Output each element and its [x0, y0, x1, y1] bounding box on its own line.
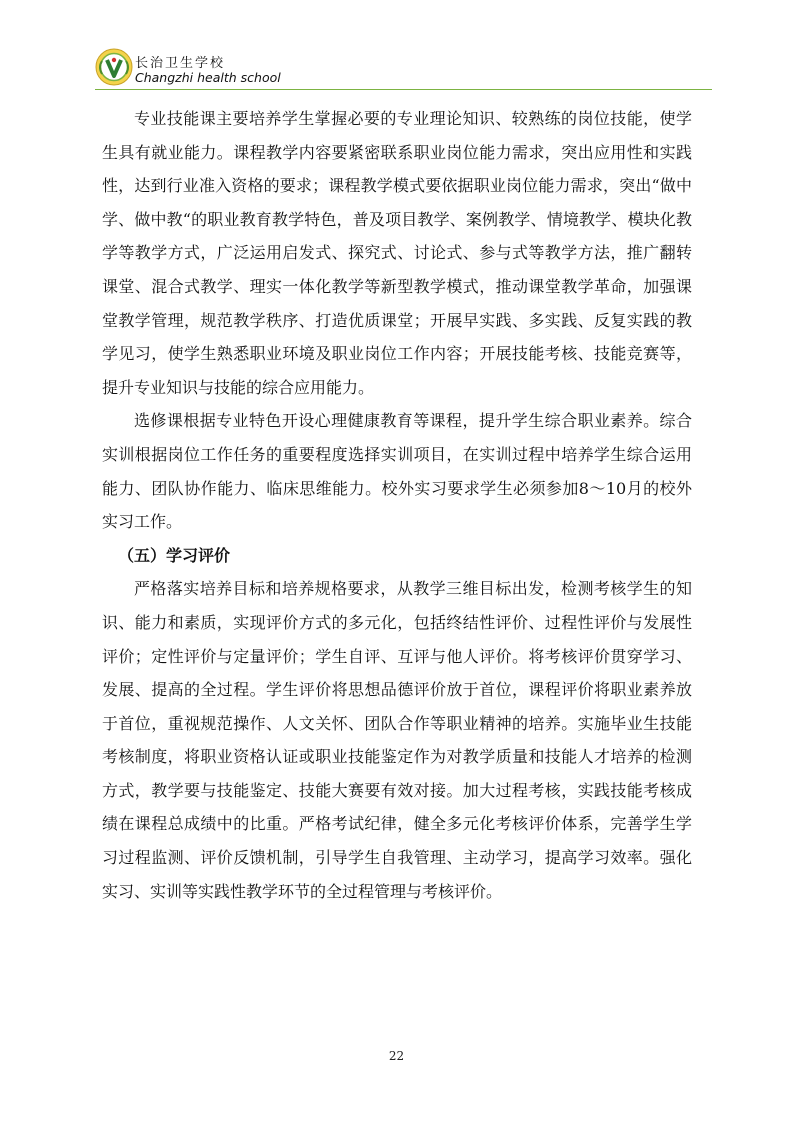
document-body [102, 102, 692, 908]
paragraph-electives: 选修课根据专业特色开设心理健康教育等课程，提升学生综合职业素养。综合实训根据岗位工作任务的重要程度选择实训项目，在实训过程中培养学生综合运用能力、团队协作能力、临床思维能力。校外实习要求学生必须参加8～10月的校外实习工作。 [102, 411, 692, 532]
school-name-cn: 长治卫生学校 [135, 56, 226, 71]
school-emblem-icon [95, 48, 133, 86]
paragraph-professional-skills: 专业技能课主要培养学生掌握必要的专业理论知识、较熟练的岗位技能，使学生具有就业能力。课程教学内容要紧密联系职业岗位能力需求，突出应用性和实践性，达到行业准入资格的要求；课程教学模式要依据职业岗位能力需求，突出“做中学、做中教“的职业教育教学特色，普及项目教学、案例教学、情境教学、模块化教学等教学方式，广泛运用启发式、探究式、讨论式、参与式等教学方法，推广翻转课堂、混合式教学、理实一体化教学等新型教学模式，推动课堂教学革命，加强课堂教学管理，规范教学秩序、打造优质课堂；开展早实践、多实践、反复实践的教学见习，使学生熟悉职业环境及职业岗位工作内容；开展技能考核、技能竞赛等，提升专业知识与技能的综合应用能力。 [102, 109, 692, 397]
paragraph-learning-evaluation: 严格落实培养目标和培养规格要求，从教学三维目标出发，检测考核学生的知识、能力和素质，实现评价方式的多元化，包括终结性评价、过程性评价与发展性评价；定性评价与定量评价；学生自评、互评与他人评价。将考核评价贯穿学习、发展、提高的全过程。学生评价将思想品德评价放于首位，课程评价将职业素养放于首位，重视规范操作、人文关怀、团队合作等职业精神的培养。实施毕业生技能考核制度，将职业资格认证或职业技能鉴定作为对教学质量和技能人才培养的检测方式，教学要与技能鉴定、技能大赛要有效对接。加大过程考核，实践技能考核成绩在课程总成绩中的比重。严格考试纪律，健全多元化考核评价体系，完善学生学习过程监测、评价反馈机制，引导学生自我管理、主动学习，提高学习效率。强化实习、实训等实践性教学环节的全过程管理与考核评价。 [102, 579, 692, 901]
header-divider [95, 89, 712, 90]
page-header [95, 48, 715, 90]
section-title-learning-evaluation: （五）学习评价 [118, 545, 231, 565]
page-number: 22 [388, 1049, 405, 1063]
school-name-en: Changzhi health school [135, 70, 281, 85]
